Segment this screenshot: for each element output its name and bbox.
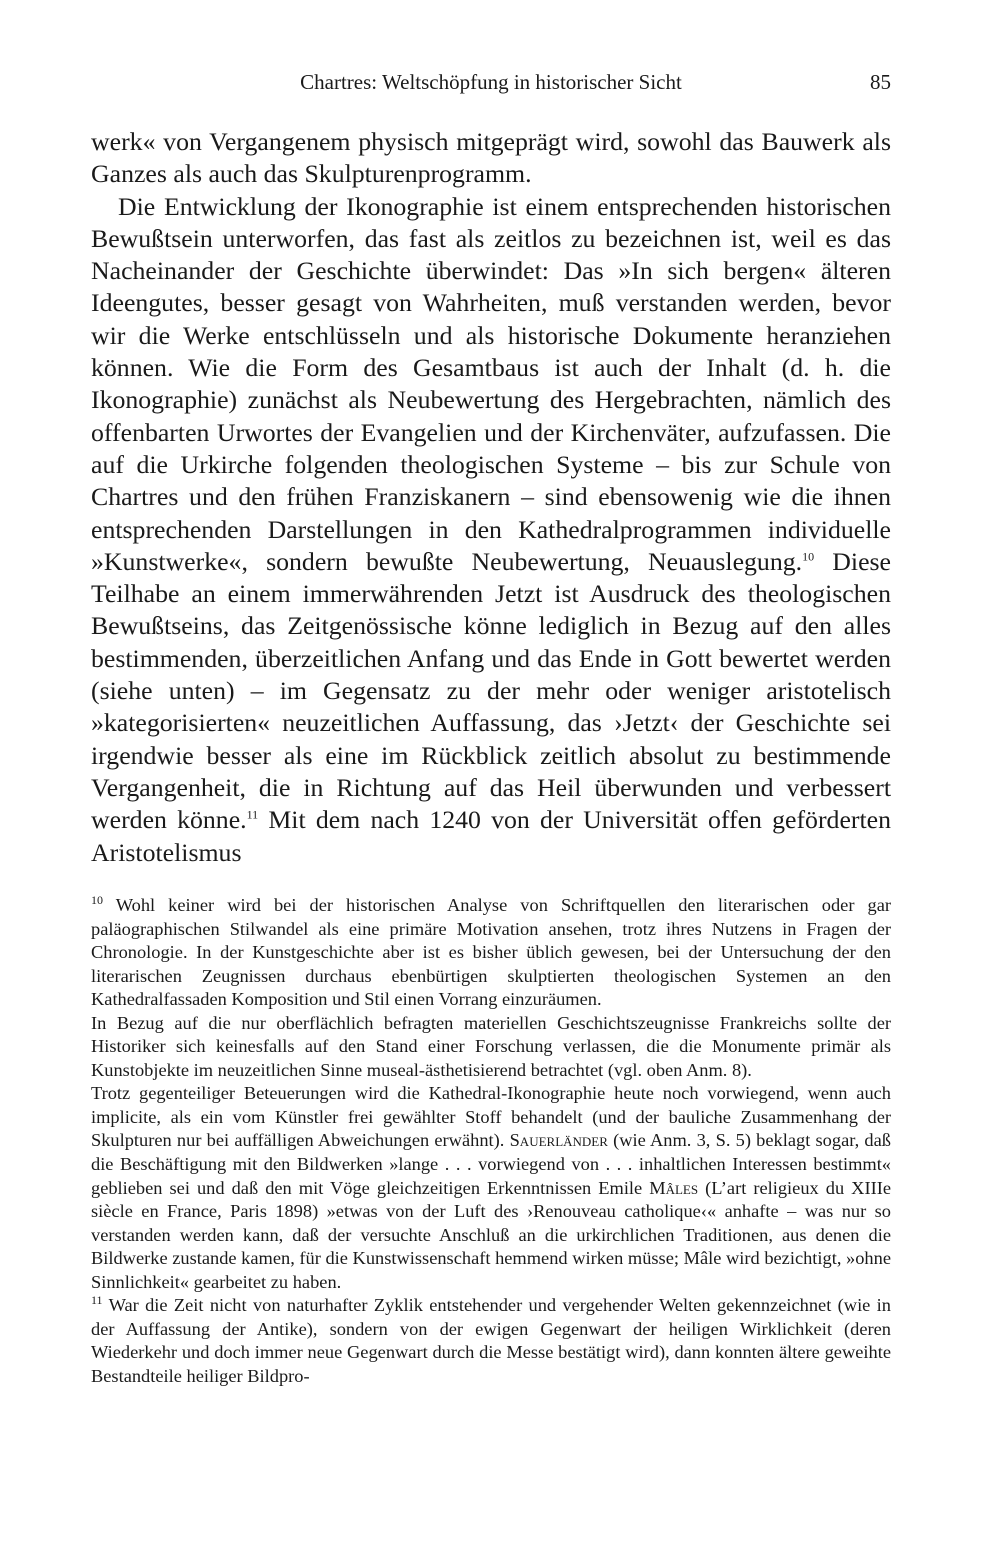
- footnote-text: (wie Anm. 3, S. 5) beklagt sogar, daß die Beschäftigung mit den Bildwerken »lange . . . vorwiegend von . . . inhaltlichen Interessen bestimmt« geblieben sei und daß den mit Vöge gleichzeitigen Erkenntnissen Emile: [91, 1130, 891, 1198]
- footnote-number: 11: [91, 1293, 103, 1308]
- footnote-10: [91, 894, 891, 1012]
- paragraph-text: Diese Teilhabe an einem immerwährenden Jetzt ist Ausdruck des theologischen Bewußtseins, das Zeitgenössische könne lediglich in Bezug auf den alles bestimmenden, überzeitlichen Anfang und das Ende in Gott bewertet werden (siehe unten) – im Gegensatz zu der mehr oder weniger aristotelisch »kategorisierten« neuzeitlichen Auffassung, das ›Jetzt‹ der Geschichte sei irgendwie besser als eine im Rückblick zeitlich absolut zu bestimmende Vergangenheit, die in Richtung auf das Heil überwunden und verbessert werden könne.: [91, 546, 892, 835]
- footnote-ref-10: 10: [802, 549, 815, 564]
- running-title: Chartres: Weltschöpfung in historischer Sicht: [300, 70, 682, 94]
- paragraph-iconography: [91, 191, 891, 869]
- main-text: [91, 126, 891, 869]
- footnotes: [91, 894, 891, 1388]
- paragraph-continuation: werk« von Vergangenem physisch mitgeprägt wird, sowohl das Bauwerk als Ganzes als auch das Skulpturenprogramm.: [91, 127, 891, 189]
- paragraph-text: Die Entwicklung der Ikonographie ist einem entsprechenden historischen Bewußtsein unterworfen, das fast als zeitlos zu bezeichnen ist, weil es das Nacheinander der Geschichte überwindet: Das »In sich bergen« älteren Ideengutes, besser gesagt von Wahrheiten, muß verstanden werden, bevor wir die Werke entschlüsseln und als historische Dokumente heranziehen können. Wie die Form des Gesamtbaus ist auch der Inhalt (d. h. die Ikonographie) zunächst als Neubewertung des Hergebrachten, nämlich des offenbarten Urwortes der Evangelien und der Kirchenväter, aufzufassen. Die auf die Urkirche folgenden theologischen Systeme – bis zur Schule von Chartres und den frühen Franziskanern – sind ebensowenig wie die ihnen entsprechenden Darstellungen in den Kathedralprogrammen individuelle »Kunstwerke«, sondern bewußte Neubewertung, Neuauslegung.: [91, 191, 891, 576]
- footnote-11: [91, 1294, 891, 1388]
- page-header: [91, 70, 891, 102]
- footnote-text: War die Zeit nicht von naturhafter Zyklik entstehender und vergehender Welten gekennzeichnet (wie in der Auffassung der Antike), sondern von der ewigen Gegenwart der heiligen Wirklichkeit (deren Wiederkehr und doch immer neue Gegenwart durch die Messe bestätigt wird), dann konnten ältere geweihte Bestandteile heiliger Bildpro-: [91, 1295, 891, 1386]
- footnote-text: (L’art religieux du XIIIe siècle en France, Paris 1898) »etwas von der Luft des ›Renouveau catholique‹« anhafte – was nur so verstanden werden kann, daß der versuchte Anschluß an die urkirchlichen Traditionen, aus denen die Bildwerke zustande kamen, für die Kunstwissenschaft hemmend wirken müsse; Mâle wird bezichtigt, »ohne Sinnlichkeit« gearbeitet zu haben.: [91, 1177, 891, 1292]
- author-name: Mâles: [649, 1177, 699, 1198]
- footnote-text: Wohl keiner wird bei der historischen Analyse von Schriftquellen den literarischen oder gar paläographischen Stilwandel als eine primäre Motivation ansehen, trotz ihres Nutzens in Fragen der Chronologie. In der Kunstgeschichte aber ist es bisher üblich gewesen, bei der Untersuchung der den literarischen Zeugnissen durchaus ebenbürtigen skulptierten theologischen Systemen an den Kathedralfassaden Komposition und Stil einen Vorrang einzuräumen.: [91, 895, 891, 1010]
- footnote-ref-11: 11: [246, 807, 259, 822]
- paragraph-text: Mit dem nach 1240 von der Universität offen geförderten Aristotelismus: [91, 805, 892, 867]
- footnote-number: 10: [91, 892, 103, 907]
- footnote-text: Trotz gegenteiliger Beteuerungen wird die Kathedral-Ikonographie heute noch vorwiegend, wenn auch implicite, als ein vom Künstler frei gewählter Stoff behandelt (und der bauliche Zusammenhang der Skulpturen nur bei auffälligen Abweichungen erwähnt).: [91, 1083, 891, 1151]
- footnote-10-continuation: [91, 1082, 891, 1294]
- page-number: 85: [870, 70, 891, 94]
- author-name: Sauerländer: [509, 1130, 608, 1151]
- footnote-10-continuation: In Bezug auf die nur oberflächlich befragten materiellen Geschichtszeugnisse Frankreichs sollte der Historiker sich keinesfalls auf den Stand einer Forschung verlassen, die die Monumente primär als Kunstobjekte im neuzeitlichen Sinne museal-ästhetisierend betrachtet (vgl. oben Anm. 8).: [91, 1012, 891, 1080]
